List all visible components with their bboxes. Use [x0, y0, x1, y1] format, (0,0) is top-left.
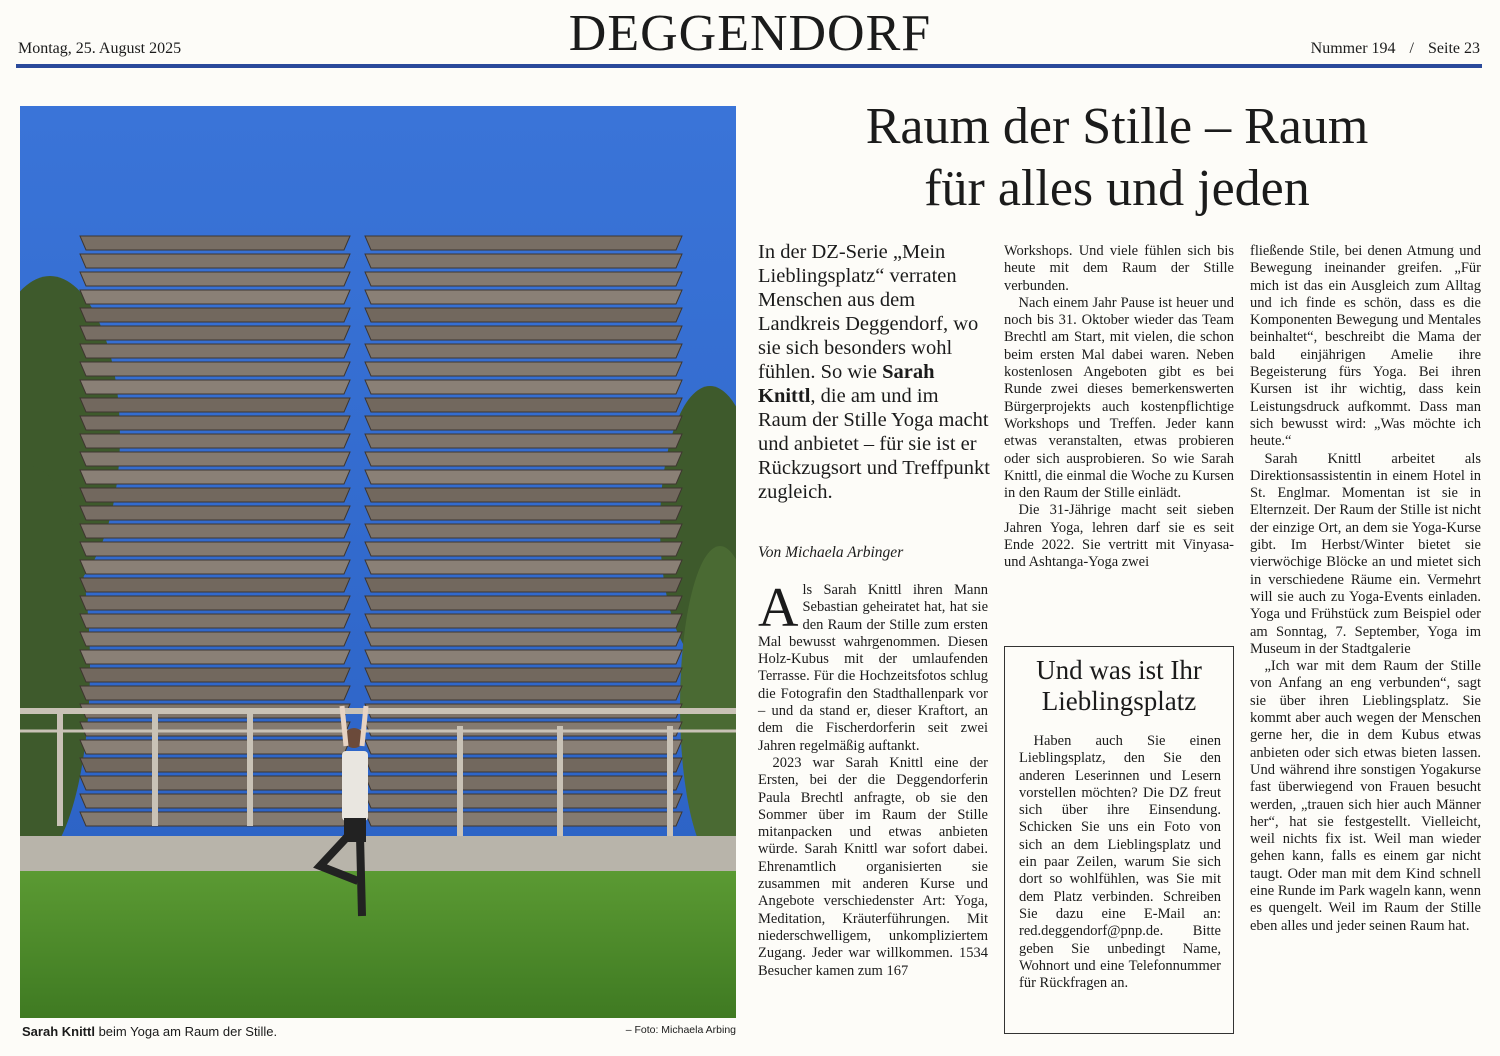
wood-slat [80, 794, 350, 808]
wood-slat [365, 254, 682, 268]
caption-text: beim Yoga am Raum der Stille. [94, 1024, 278, 1039]
drop-cap: A [758, 577, 799, 639]
wood-slat [80, 416, 350, 430]
wood-slat [80, 650, 350, 664]
issue-info [1311, 40, 1480, 58]
wood-slat [80, 290, 350, 304]
wood-slat [365, 524, 682, 538]
lead-text-2: , die am und im Raum der Stille Yoga macht und anbietet – für sie ist er Rückzugsort und Treffpunkt zugleich. [758, 385, 990, 503]
masthead [0, 0, 1500, 70]
wood-slat [365, 596, 682, 610]
stone-base [20, 836, 736, 876]
wood-slat [80, 272, 350, 286]
wood-slat [365, 452, 682, 466]
photo-caption [22, 1024, 736, 1039]
paragraph-4: Nach einem Jahr Pause ist heuer und noch bis 31. Oktober wieder das Team Brechtl am Start, mit vielen, die schon beim ersten Mal dabei waren. Neben kostenlosen Angeboten gibt es bei Runde zwei dieses bemerkenswerten Bürgerprojekts auch kostenpflichtige Workshops und Treffen. Jeder kann etwas veranstalten, etwas probieren oder sich ausprobieren. So wie Sarah Knittl, die einmal die Woche zu Kursen in den Raum der Stille einlädt. [1004, 294, 1234, 502]
wood-slat [80, 236, 350, 250]
wood-slat [80, 254, 350, 268]
paragraph-3: Workshops. Und viele fühlen sich bis heute mit dem Raum der Stille verbunden. [1004, 243, 1234, 294]
masthead-rule [16, 64, 1482, 68]
wood-slat [80, 524, 350, 538]
photo-credit: – Foto: Michaela Arbing [625, 1024, 736, 1036]
wood-slat [365, 398, 682, 412]
wood-slat [80, 758, 350, 772]
wood-slat [365, 434, 682, 448]
wood-slat [365, 470, 682, 484]
wood-slat [365, 686, 682, 700]
wood-slat [365, 614, 682, 628]
article-headline [752, 96, 1482, 220]
lead-text-1: In der DZ-Serie „Mein Lieblingsplatz“ verraten Menschen aus dem Landkreis Deggendorf, wo sie sich besonders wohl fühlen. So wie [758, 241, 979, 383]
wood-slat [365, 506, 682, 520]
wood-slat [80, 740, 350, 754]
info-box-text: Haben auch Sie einen Lieblingsplatz, den Sie den anderen Leserinnen und Lesern vorstellen möchten? Die DZ freut sich über ihre Einsendung. Schicken Sie uns ein Foto von sich an dem Lieblingsplatz und ein paar Zeilen, warum Sie sich dort so wohlfühlen, was Sie mit dem Platz verbinden. Schreiben Sie dazu eine E-Mail an: red.deggendorf@pnp.de. Bitte geben Sie unbedingt Name, Wohnort und eine Telefonnummer für Rückfragen an. [1019, 733, 1221, 992]
wood-slat [80, 578, 350, 592]
wood-slat [80, 596, 350, 610]
section-title: DEGGENDORF [568, 5, 932, 62]
wood-slat [80, 344, 350, 358]
wood-slat [365, 740, 682, 754]
wood-slat [365, 776, 682, 790]
wood-slat [80, 452, 350, 466]
wood-slat [80, 506, 350, 520]
wood-slat [80, 812, 350, 826]
wood-slat [80, 362, 350, 376]
info-box-title [1005, 655, 1233, 717]
article-column-1 [758, 577, 988, 980]
wood-slat [80, 380, 350, 394]
wood-slat [365, 488, 682, 502]
article-column-2 [1004, 243, 1234, 572]
paragraph-1 [758, 577, 988, 755]
article-photo [20, 106, 736, 1018]
wood-slat [80, 326, 350, 340]
wood-slat [365, 794, 682, 808]
paragraph-8: „Ich war mit dem Raum der Stille von Anfang an eng verbunden“, sagt sie über ihren Lieblingsplatz. Sie kommt aber auch wegen der Menschen gerne her, die in dem Kubus etwas anbieten oder sich etwas bieten lassen. Und während ihre sonstigen Yogakurse fast überwiegend von Frauen besucht werden, „trauen sich hier auch Männer her“, hat sie festgestellt. Vielleicht, weil nichts fix ist. Weil man wieder gehen kann, falls es einem gar nicht taugt. Oder man mit dem Kind schnell eine Runde im Park wageln kann, wenn es quengelt. Weil im Raum der Stille eben alles und jeder seinen Raum hat. [1250, 658, 1481, 934]
wood-slat [365, 578, 682, 592]
wood-slat [365, 542, 682, 556]
wood-slat [80, 488, 350, 502]
wood-slat [80, 614, 350, 628]
headline-line-1: Raum der Stille – Raum [865, 98, 1369, 155]
wood-slat [80, 398, 350, 412]
info-box-title-1: Und was ist Ihr [1036, 655, 1202, 685]
wood-slat [80, 470, 350, 484]
lead-name: Sarah Knittl [758, 361, 935, 407]
info-box-title-2: Lieblingsplatz [1041, 686, 1197, 716]
wood-slat [365, 722, 682, 736]
wood-slat [365, 344, 682, 358]
paragraph-7: Sarah Knittl arbeitet als Direktionsassistentin in einem Hotel in St. Englmar. Momentan ist sie in Elternzeit. Der Raum der Stille ist nicht der einzige Ort, an dem sie Yoga-Kurse gibt. Im Herbst/Winter bietet sie vierwöchige Blöcke an und mietet sich in verschiedene Räume ein. Vermehrt will sie auch zu Yoga-Events einladen. Yoga und Frühstück zum Beispiel oder am Sonntag, 7. September, Yoga im Museum in der Stadtgalerie [1250, 450, 1481, 657]
info-box [1004, 646, 1234, 1034]
wood-slat [365, 272, 682, 286]
wood-slat [80, 722, 350, 736]
wood-slat [365, 308, 682, 322]
wood-slat [365, 326, 682, 340]
wood-slat [80, 776, 350, 790]
paragraph-6: fließende Stile, bei denen Atmung und Bewegung ineinander greifen. „Für mich ist das ein Ausgleich zum Alltag und ich finde es schön, dass es die Komponenten Bewegung und Mentales beinhaltet“, beschreibt die Mama der bald einjährigen Amelie ihre Begeisterung fürs Yoga. Bei ihren Kursen ist ihr wichtig, dass kein Leistungsdruck aufkommt. Dass man sich bewusst wird: „Was möchte ich heute.“ [1250, 243, 1481, 450]
wood-slat [365, 560, 682, 574]
issue-separator: / [1409, 40, 1414, 57]
wood-slat [365, 632, 682, 646]
wood-slat [365, 758, 682, 772]
caption-name: Sarah Knittl [22, 1024, 95, 1039]
wood-slat [365, 650, 682, 664]
lawn [20, 871, 736, 1018]
wood-slat [80, 632, 350, 646]
wood-slat [80, 668, 350, 682]
wood-slat [80, 308, 350, 322]
issue-date: Montag, 25. August 2025 [18, 40, 182, 57]
wood-slat [80, 560, 350, 574]
paragraph-2: 2023 war Sarah Knittl eine der Ersten, bei der die Deggendorferin Paula Brechtl anfragte, ob sie den Sommer über im Raum der Stille mitanpacken und etwas anbieten würde. Sarah Knittl war sofort dabei. Ehrenamtlich organisierten sie zusammen mit anderen Kurse und Angebote verschiedenster Art: Yoga, Meditation, Kräuterführungen. Mit niederschwelligem, unkompliziertem Zugang. Jeder war willkommen. 1534 Besucher kamen zum 167 [758, 754, 988, 979]
wood-slat [365, 668, 682, 682]
article-lead [758, 240, 990, 504]
wood-slat [365, 812, 682, 826]
wood-slat [365, 236, 682, 250]
paragraph-1-text: ls Sarah Knittl ihren Mann Sebastian geheiratet hat, hat sie den Raum der Stille zum ersten Mal bewusst wahrgenommen. Diesen Holz-Kubus mit der umlaufenden Terrasse. Für die Hochzeitsfotos schlug die Fotografin den Stadthallenpark vor – und da stand er, dieser Kraftort, an dem die Fischerdorferin seit zwei Jahren regelmäßig auftankt. [758, 582, 988, 754]
wood-slat [80, 542, 350, 556]
photo-illustration [20, 106, 736, 1018]
headline-line-2: für alles und jeden [924, 160, 1310, 217]
page-number: Seite 23 [1428, 40, 1480, 57]
paragraph-5: Die 31-Jährige macht seit sieben Jahren Yoga, lehren darf sie es seit Ende 2022. Sie vertritt mit Vinyasa- und Ashtanga-Yoga zwei [1004, 502, 1234, 571]
wood-slat [365, 362, 682, 376]
article-column-3 [1250, 243, 1481, 935]
issue-number: Nummer 194 [1310, 40, 1396, 57]
wood-slat [80, 686, 350, 700]
wood-slat [365, 416, 682, 430]
wood-slat [365, 380, 682, 394]
wood-slat [365, 290, 682, 304]
byline: Von Michaela Arbinger [758, 544, 904, 561]
wood-slat [80, 434, 350, 448]
